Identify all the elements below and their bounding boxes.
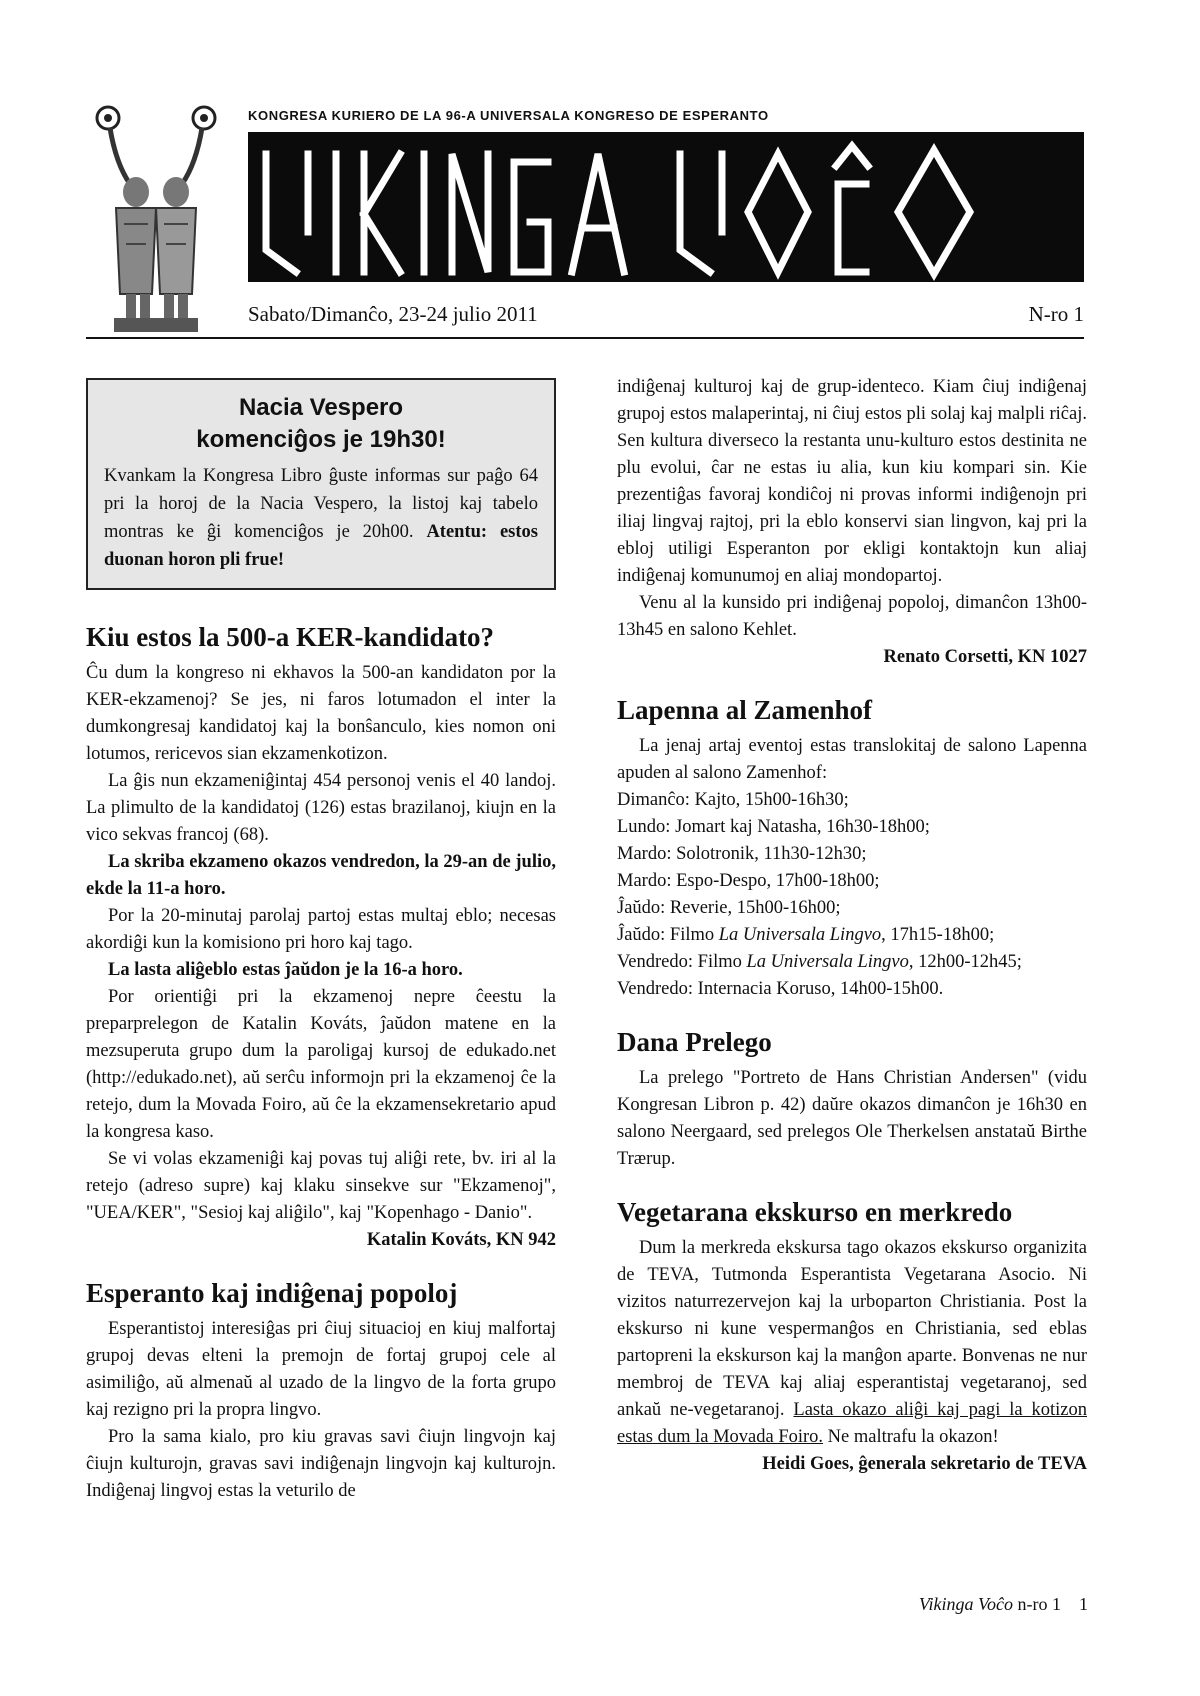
- schedule-item-text: Lundo: Jomart kaj Natasha, 16h30-18h00;: [617, 817, 930, 837]
- vegetarian-deadline-text: Lasta okazo aliĝi kaj pagi la kotizon estas dum la Movada Foiro.: [617, 1400, 1087, 1447]
- indigenous-paragraph-4: Venu al la kunsido pri indiĝenaj popoloj, dimanĉon 13h00-13h45 en salono Kehlet.: [617, 593, 1087, 640]
- schedule-item-text: Mardo: Espo-Despo, 17h00-18h00;: [617, 871, 880, 891]
- masthead-title: [248, 132, 249, 133]
- vegetarian-closing-text: Ne maltrafu la okazon!: [823, 1427, 999, 1447]
- lapenna-intro: La jenaj artaj eventoj estas translokitaj de salono Lapenna apuden al salono Zamenhof:: [617, 736, 1087, 783]
- schedule-item: [617, 787, 1087, 814]
- heading-lapenna-zamenhof: Lapenna al Zamenhof: [617, 695, 873, 725]
- schedule-item: [617, 976, 1087, 1003]
- ker-paragraph-5: La lasta aliĝeblo estas ĵaŭdon je la 16-a horo.: [108, 960, 463, 980]
- lur-blowers-statue-icon: [86, 104, 226, 336]
- event-schedule-list: [617, 787, 1087, 1003]
- schedule-item-text: Ĵaŭdo: Filmo: [617, 925, 719, 945]
- schedule-item: [617, 841, 1087, 868]
- notice-title-line-1: Nacia Vespero: [238, 394, 404, 421]
- footer-publication: Vikinga Voĉo: [918, 1594, 1013, 1614]
- schedule-item-text: Mardo: Solotronik, 11h30-12h30;: [617, 844, 867, 864]
- masthead-title-banner: [248, 132, 1084, 282]
- schedule-item: [617, 814, 1087, 841]
- vegetarian-text: Dum la merkreda ekskursa tago okazos ekskurso organizita de TEVA, Tutmonda Esperantista Vegetarana Asocio. Ni vizitos naturrezervejon kaj la urboparton Christiania. Post la ekskurso ni kune vespermanĝos en Christiania, sed eblas partopreni la ekskurson kaj la manĝon aparte. Bonvenas ne nur membroj de TEVA kaj aliaj esperantistaj vegetaranoj, sed ankaŭ ne-vegetaranoj.: [617, 1238, 1087, 1420]
- ker-paragraph-2: La ĝis nun ekzameniĝintaj 454 personoj venis el 40 landoj. La plimulto de la kandidatoj (126) estas brazilanoj, kiujn en la vico sekvas francoj (68).: [86, 771, 556, 845]
- masthead-kicker: KONGRESA KURIERO DE LA 96-A UNIVERSALA KONGRESO DE ESPERANTO: [248, 108, 769, 123]
- ker-paragraph-4: Por la 20-minutaj parolaj partoj estas multaj eblo; necesas akordiĝi kun la komisiono pri horo kaj tago.: [86, 906, 556, 953]
- schedule-item-text: Vendredo: Internacia Koruso, 14h00-15h00.: [617, 979, 944, 999]
- page-footer: [919, 1594, 1088, 1615]
- schedule-item-time: , 12h00-12h45;: [908, 952, 1022, 972]
- schedule-item-text: Dimanĉo: Kajto, 15h00-16h30;: [617, 790, 849, 810]
- notice-text: [104, 462, 538, 574]
- notice-box-nacia-vespero: [86, 378, 556, 590]
- schedule-item-film-title: La Universala Lingvo: [718, 925, 882, 945]
- vegetarian-paragraph: [617, 1235, 1087, 1451]
- ker-paragraph-1: Ĉu dum la kongreso ni ekhavos la 500-an kandidaton por la KER-ekzamenoj? Se jes, ni faros lotumadon el inter la dumkongresaj kandidatoj kaj la bonŝanculo, kies nomon oni lotumos, rericevos sian ekzamenkotizon.: [86, 663, 556, 764]
- notice-text-warning: Atentu: estos duonan horon pli frue!: [104, 522, 538, 570]
- heading-ker-candidate: Kiu estos la 500-a KER-kandidato?: [86, 622, 495, 652]
- schedule-item: [617, 922, 1087, 949]
- schedule-item: [617, 949, 1087, 976]
- masthead-divider: [86, 337, 1084, 339]
- ker-signature: Katalin Kováts, KN 942: [366, 1230, 556, 1250]
- schedule-item: [617, 868, 1087, 895]
- indigenous-paragraph-1: Esperantistoj interesiĝas pri ĉiuj situacioj en kiuj malfortaj grupoj devas elteni la premojn de fortaj grupoj cele al asimiliĝo, aŭ almenaŭ al uzado de la lingvo de la forta grupo kaj rezigno pri la propra lingvo.: [86, 1319, 556, 1420]
- schedule-item: [617, 895, 1087, 922]
- right-column: [617, 374, 1087, 1478]
- dana-paragraph: La prelego "Portreto de Hans Christian Andersen" (vidu Kongresan Libron p. 42) daŭre okazos dimanĉon je 16h30 en salono Neergaard, sed prelegos Ole Therkelsen anstataŭ Birthe Trærup.: [617, 1068, 1087, 1169]
- ker-paragraph-7: Se vi volas ekzameniĝi kaj povas tuj aliĝi rete, bv. iri al la retejo (adreso supre) kaj klaku sinsekve sur "Ekzamenoj", "UEA/KER", "Sesioj kaj aliĝilo", kaj "Kopenhago - Danio".: [86, 1149, 556, 1223]
- indigenous-paragraph-3: indiĝenaj kulturoj kaj de grup-identeco. Kiam ĉiuj indiĝenaj grupoj estos malaperintaj, ni ĉiuj estos pli solaj kaj malpli riĉaj. Sen kultura diverseco la restanta unu-kulturo estos destinita ne plu evolui, ĉar ne estas iu alia, kun kiu kompari sin. Kie prezentiĝas favoraj kondiĉoj ni provas informi indiĝenojn pri iliaj lingvaj rajtoj, pri la eblo konservi sian lingvon, kaj pri la ebloj utiligi Esperanton por ekligi kontaktojn kun aliaj indiĝenaj komunumoj en aliaj mondopartoj.: [617, 377, 1087, 586]
- masthead-title-lettering: [248, 132, 1084, 282]
- vegetarian-signature: Heidi Goes, ĝenerala sekretario de TEVA: [762, 1454, 1087, 1474]
- ker-paragraph-6: Por orientiĝi pri la ekzamenoj nepre ĉeestu la preparprelegon de Katalin Kováts, ĵaŭdon matene en la mezsuperuta grupo dum la paroligaj kursoj de edukado.net (http://edukado.net), aŭ serĉu informojn pri la ekzamenoj ĉe la retejo, dum la Movada Foiro, aŭ ĉe la ekzamensekretario apud la kongresa kaso.: [86, 987, 556, 1142]
- heading-dana-prelego: Dana Prelego: [617, 1027, 772, 1057]
- footer-page-number: 1: [1079, 1594, 1088, 1614]
- indigenous-paragraph-2: Pro la sama kialo, pro kiu gravas savi ĉiujn lingvojn kaj ĉiujn kulturojn, gravas savi indiĝenajn lingvojn kaj kulturojn. Indiĝenaj lingvoj estas la veturilo de: [86, 1427, 556, 1501]
- heading-indigenous-peoples: Esperanto kaj indiĝenaj popoloj: [86, 1278, 458, 1308]
- left-column: [86, 378, 556, 1505]
- heading-vegetarian-excursion: Vegetarana ekskurso en merkredo: [617, 1197, 1013, 1227]
- schedule-item-time: , 17h15-18h00;: [881, 925, 995, 945]
- notice-text-main: Kvankam la Kongresa Libro ĝuste informas sur paĝo 64 pri la horoj de la Nacia Vespero, la listoj kaj tabelo montras ke ĝi komenciĝos je 20h00.: [104, 466, 538, 542]
- schedule-item-text: Ĵaŭdo: Reverie, 15h00-16h00;: [617, 898, 841, 918]
- issue-date: Sabato/Dimanĉo, 23-24 julio 2011: [248, 302, 538, 326]
- notice-title-line-2: komenciĝos je 19h30!: [196, 426, 446, 453]
- schedule-item-text: Vendredo: Filmo: [617, 952, 747, 972]
- ker-paragraph-3: La skriba ekzameno okazos vendredon, la 29-an de julio, ekde la 11-a horo.: [86, 852, 556, 899]
- indigenous-signature: Renato Corsetti, KN 1027: [883, 647, 1087, 667]
- schedule-item-film-title: La Universala Lingvo: [746, 952, 909, 972]
- issue-number: N-ro 1: [1028, 302, 1084, 326]
- footer-issue: n-ro 1: [1013, 1594, 1061, 1614]
